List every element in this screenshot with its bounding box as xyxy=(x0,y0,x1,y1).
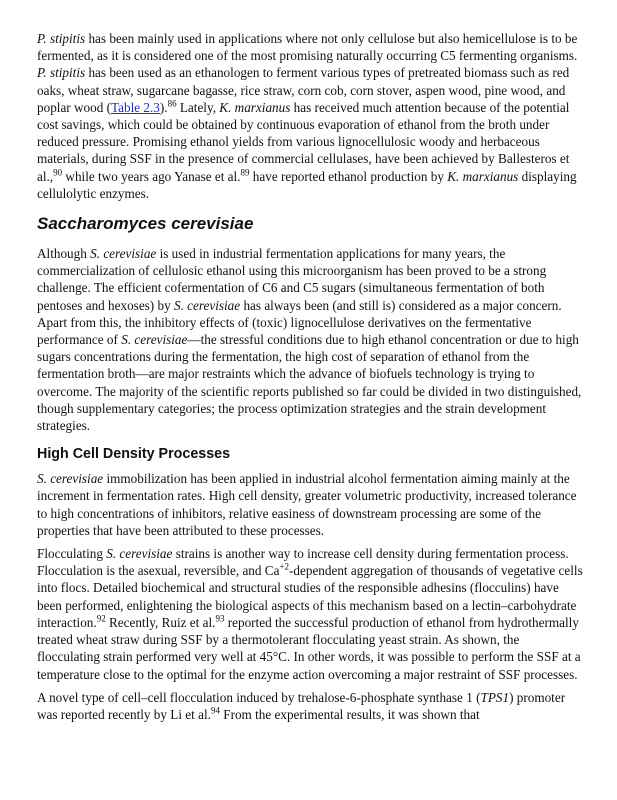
text-run: Although xyxy=(37,246,91,262)
text-run: immobilization has been applied in industrial alcohol fermentation aiming mainly at the increment in fermentation rates. High cell density, greater volumetric productivity, increased tolerance to high concentrations of inhibitors, relative easiness of downstream processing are some of the properties that have been attributed to these processes. xyxy=(37,471,577,538)
citation-92: 92 xyxy=(96,613,106,624)
page-content xyxy=(37,30,585,729)
section-heading-saccharomyces: Saccharomyces cerevisiae xyxy=(37,214,254,234)
text-run: From the experimental results, it was shown that xyxy=(219,706,480,722)
paragraph-stipitis xyxy=(37,30,585,202)
paragraph-tps1 xyxy=(37,689,585,723)
citation-89: 89 xyxy=(240,167,250,178)
italic-gene-name: TPS1 xyxy=(480,689,510,705)
citation-93: 93 xyxy=(215,613,225,624)
text-run: have reported ethanol production by xyxy=(249,168,448,184)
text-run: has been used as an ethanologen to ferment various types of pretreated biomass such as red oaks, wheat straw, sugarcane bagasse, rice straw, corn cob, corn stover, aspen wood, pine wood, and poplar wood ( xyxy=(37,65,570,115)
text-run: -dependent aggregation of thousands of vegetative cells into flocs. Detailed biochemical and structural studies of the responsible adhesins (flocculins) have been performed, enlightening the biological aspects of this mechanism based on a lectin–carbohydrate interaction. xyxy=(37,563,583,630)
paragraph-flocculating xyxy=(37,545,585,683)
text-run: A novel type of cell–cell flocculation induced by trehalose-6-phosphate synthase 1 ( xyxy=(37,689,481,705)
paragraph-cerevisiae-intro xyxy=(37,245,585,434)
italic-species: K. marxianus xyxy=(447,168,519,184)
calcium-charge-superscript: +2 xyxy=(279,561,290,572)
text-run: has been mainly used in applications where not only cellulose but also hemicellulose is to be fermented, as it is considered one of the most promising naturally occurring C5 fermenting organisms. xyxy=(37,31,578,64)
text-run: while two years ago Yanase et al. xyxy=(62,168,241,184)
text-run: Flocculating xyxy=(37,546,107,562)
text-run: strains is another way to increase cell density during fermentation process. Flocculation is the asexual, reversible, and Ca xyxy=(37,546,569,579)
text-run: displaying cellulolytic enzymes. xyxy=(37,168,577,201)
text-run: has received much attention because of the potential cost savings, which could be obtained by continuous evaporation of ethanol from the broth under reduced pressure. Promising ethanol yields from various lignocellulosic woody and herbaceous materials, during SSF in the presence of commercial cellulases, have been achieved by Ballesteros et al., xyxy=(37,99,570,184)
italic-species: S. cerevisiae xyxy=(121,332,188,348)
italic-species: S. cerevisiae xyxy=(106,546,173,562)
text-run: has always been (and still is) considered as a major concern. Apart from this, the inhibitory effects of (toxic) lignocellulose derivatives on the fermentative performance of xyxy=(37,297,562,348)
text-run: ) promoter was reported recently by Li et al. xyxy=(37,689,566,722)
italic-species: P. stipitis xyxy=(37,31,86,46)
paragraph-immobilization xyxy=(37,470,585,539)
citation-86: 86 xyxy=(167,98,177,109)
italic-species: P. stipitis xyxy=(37,65,86,81)
citation-94: 94 xyxy=(210,705,220,716)
text-run: Recently, Ruiz et al. xyxy=(105,614,216,630)
italic-species: S. cerevisiae xyxy=(173,297,241,313)
subsection-heading-high-cell-density: High Cell Density Processes xyxy=(37,446,231,463)
text-run: ). xyxy=(159,99,168,115)
text-run: Lately, xyxy=(176,99,220,115)
italic-species: S. cerevisiae xyxy=(90,246,157,262)
text-run: is used in industrial fermentation applications for many years, the commercialization of cellulosic ethanol using this microorganism has been proved to be a strong challenge. The efficient cofermentation of C6 and C5 sugars (simultaneous fermentation of both pentoses and hexoses) by xyxy=(37,246,547,313)
italic-species: S. cerevisiae xyxy=(37,471,104,487)
table-2-3-link[interactable]: Table 2.3 xyxy=(110,99,160,115)
text-run: reported the successful production of ethanol from hydrothermally treated wheat straw during SSF by a thermotolerant flocculating yeast strain. As shown, the flocculating strain performed very well at 45°C. In other words, it was possible to perform the SSF at a temperature close to the optimal for the enzyme action overcoming a major restraint of SSF processes. xyxy=(37,614,581,682)
italic-species: K. marxianus xyxy=(219,99,291,115)
citation-90: 90 xyxy=(53,167,63,178)
text-run: —the stressful conditions due to high ethanol concentration or due to high sugars concentrations during the fermentation, the high cost of separation of ethanol from the fermentation broth—are major restraints which the advance of biofuels technology is trying to overcome. The majority of the scientific reports published so far could be divided in two distinguished, though supplementary categories; the process optimization strategies and the strain development strategies. xyxy=(37,332,582,434)
